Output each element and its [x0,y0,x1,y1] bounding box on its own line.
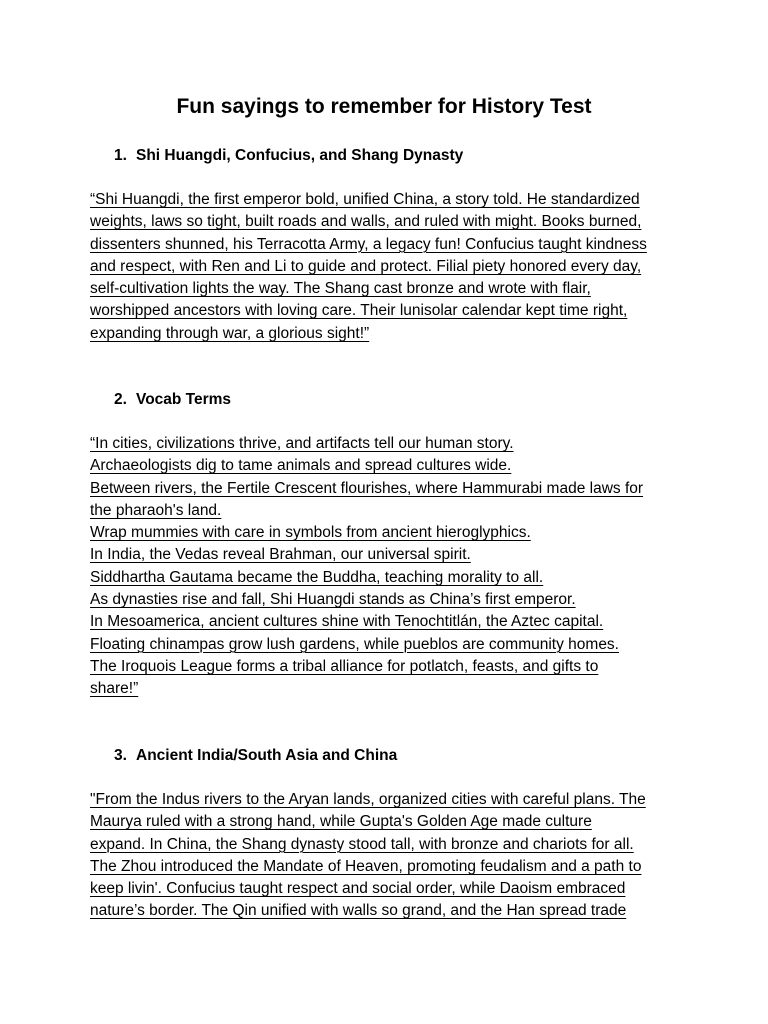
section-number: 3. [114,747,127,764]
paragraph-line: weights, laws so tight, built roads and walls, and ruled with might. Books burned, [90,213,642,231]
section-heading-1 [114,145,463,167]
section-number: 2. [114,391,127,408]
paragraph-line: "From the Indus rivers to the Aryan lands, organized cities with careful plans. The [90,791,646,808]
page-title: Fun sayings to remember for History Test [176,95,592,118]
section-paragraph-1 [90,189,690,345]
paragraph-line: “In cities, civilizations thrive, and artifacts tell our human story. [90,435,514,452]
paragraph-line: In India, the Vedas reveal Brahman, our universal spirit. [90,546,471,564]
paragraph-line: expand. In China, the Shang dynasty stood tall, with bronze and chariots for all. [90,835,634,853]
paragraph-line: keep livin'. Confucius taught respect and social order, while Daoism embraced [90,880,626,898]
section-heading-3 [114,745,397,767]
paragraph-line: expanding through war, a glorious sight!” [90,324,370,342]
paragraph-line: Archaeologists dig to tame animals and spread cultures wide. [90,457,512,475]
section-title: Vocab Terms [136,391,232,408]
paragraph-line: The Iroquois League forms a tribal alliance for potlatch, feasts, and gifts to [90,657,599,675]
paragraph-line: nature’s border. The Qin unified with walls so grand, and the Han spread trade [90,902,627,920]
paragraph-line: the pharaoh's land. [90,501,222,519]
section-heading-2 [114,389,231,411]
section-number: 1. [114,147,127,164]
paragraph-line: worshipped ancestors with loving care. Their lunisolar calendar kept time right, [90,302,628,320]
paragraph-line: Siddhartha Gautama became the Buddha, teaching morality to all. [90,568,544,586]
paragraph-line: The Zhou introduced the Mandate of Heaven, promoting feudalism and a path to [90,857,642,875]
paragraph-line: As dynasties rise and fall, Shi Huangdi stands as China’s first emperor. [90,591,576,609]
paragraph-line: Floating chinampas grow lush gardens, while pueblos are community homes. [90,635,619,653]
section-title: Shi Huangdi, Confucius, and Shang Dynasty [136,147,464,164]
paragraph-line: share!” [90,680,139,698]
paragraph-line: In Mesoamerica, ancient cultures shine with Tenochtitlán, the Aztec capital. [90,613,604,631]
section-title: Ancient India/South Asia and China [136,747,398,764]
paragraph-line: “Shi Huangdi, the first emperor bold, unified China, a story told. He standardized [90,191,640,208]
paragraph-line: self-cultivation lights the way. The Shang cast bronze and wrote with flair, [90,280,591,298]
paragraph-line: Wrap mummies with care in symbols from ancient hieroglyphics. [90,524,531,542]
paragraph-line: and respect, with Ren and Li to guide and protect. Filial piety honored every day, [90,257,642,275]
paragraph-line: dissenters shunned, his Terracotta Army, a legacy fun! Confucius taught kindness [90,235,647,253]
paragraph-line: Between rivers, the Fertile Crescent flourishes, where Hammurabi made laws for [90,479,644,497]
section-paragraph-3 [90,789,690,923]
paragraph-line: Maurya ruled with a strong hand, while Gupta's Golden Age made culture [90,813,592,831]
section-paragraph-2 [90,433,690,701]
